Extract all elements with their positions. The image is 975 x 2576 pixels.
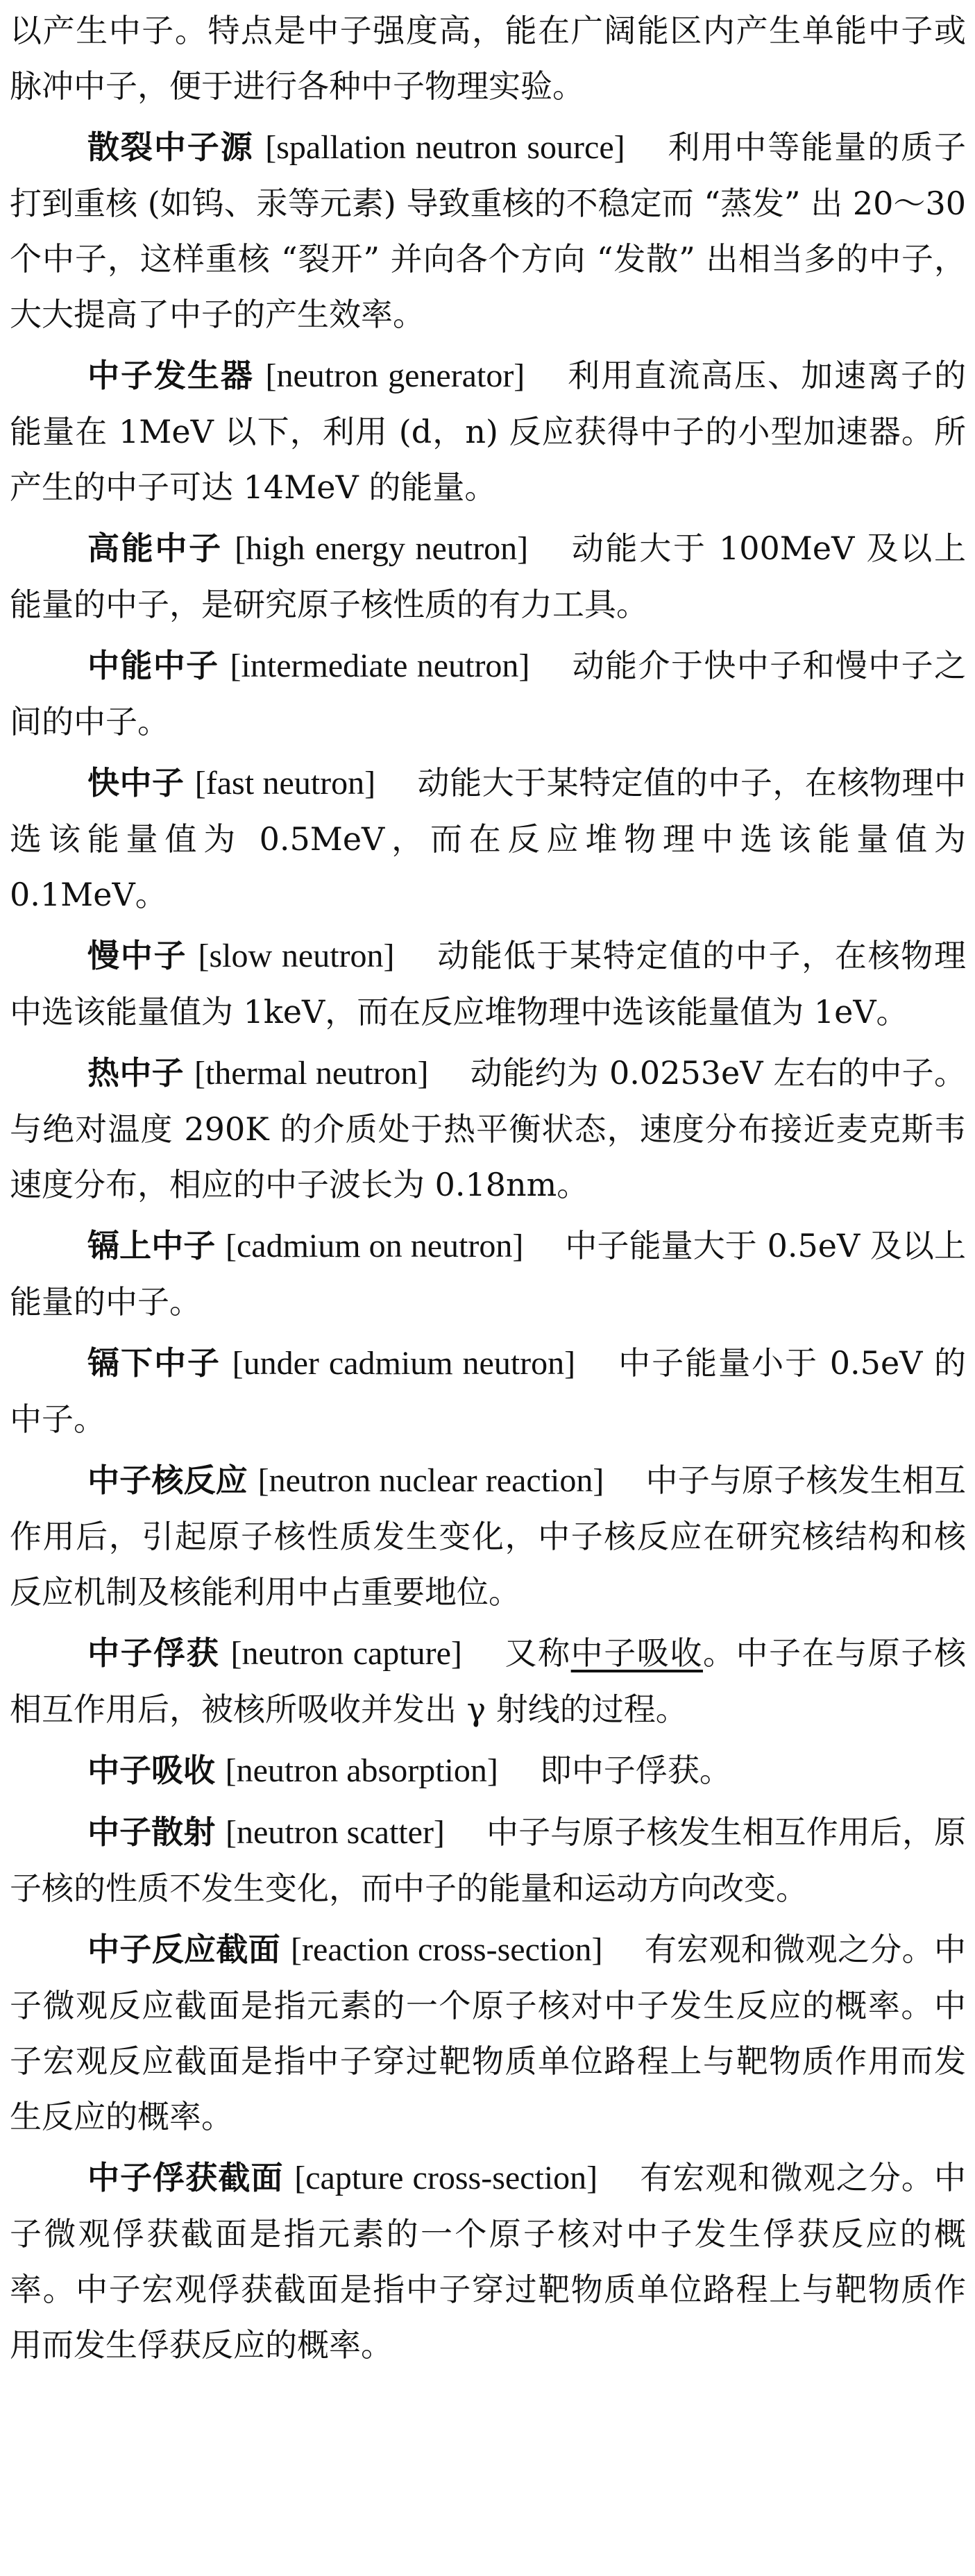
entry-term: 镉下中子 bbox=[87, 1344, 221, 1382]
entry-term: 中子核反应 bbox=[87, 1461, 248, 1499]
entry-cadmium-on-neutron bbox=[10, 1218, 966, 1335]
entry-term: 中子发生器 bbox=[87, 357, 254, 394]
intro-paragraph bbox=[10, 0, 966, 119]
entry-term: 中子吸收 bbox=[87, 1752, 215, 1789]
entry-neutron-scatter bbox=[10, 1804, 966, 1922]
entry-definition: 中子能量小于 0.5eV 的中子。 bbox=[10, 1344, 967, 1438]
entry-term: 散裂中子源 bbox=[87, 128, 254, 166]
entry-under-cadmium-neutron bbox=[10, 1335, 966, 1452]
entry-english: [spallation neutron source] bbox=[265, 129, 625, 166]
entry-english: [neutron nuclear reaction] bbox=[257, 1462, 604, 1499]
entry-reaction-cross-section bbox=[10, 1922, 966, 2150]
entry-term: 中子俘获截面 bbox=[87, 2159, 284, 2196]
entry-term: 中子反应截面 bbox=[87, 1931, 281, 1968]
entry-definition: 动能介于快中子和慢中子之间的中子。 bbox=[10, 647, 966, 740]
entry-neutron-generator bbox=[10, 348, 966, 520]
entry-definition: 有宏观和微观之分。中子微观反应截面是指元素的一个原子核对中子发生反应的概率。中子宏观反应截面是指中子穿过靶物质单位路程上与靶物质作用而发生反应的概率。 bbox=[10, 1931, 966, 2135]
entry-neutron-capture bbox=[10, 1625, 966, 1743]
entry-english: [neutron capture] bbox=[230, 1635, 462, 1672]
entry-definition: 利用中等能量的质子打到重核 (如钨、汞等元素) 导致重核的不稳定而 “蒸发” 出 20～30 个中子，这样重核 “裂开” 并向各个方向 “发散” 出相当多的中子，大大提高了中子的产生效率。 bbox=[10, 128, 967, 333]
entry-definition: 中子与原子核发生相互作用后，引起原子核性质发生变化，中子核反应在研究核结构和核反应机制及核能利用中占重要地位。 bbox=[10, 1461, 967, 1611]
entry-term: 慢中子 bbox=[87, 937, 187, 974]
entry-english: [neutron absorption] bbox=[225, 1752, 498, 1789]
entry-term: 中子俘获 bbox=[87, 1634, 220, 1672]
entry-high-energy-neutron bbox=[10, 520, 966, 638]
entry-intermediate-neutron bbox=[10, 638, 966, 755]
entry-english: [reaction cross-section] bbox=[291, 1931, 603, 1968]
entry-english: [intermediate neutron] bbox=[230, 647, 530, 684]
entry-definition-suffix: 。中子在与原子核相互作用后，被核所吸收并发出 γ 射线的过程。 bbox=[10, 1634, 967, 1728]
entry-english: [fast neutron] bbox=[194, 765, 376, 802]
entry-term: 高能中子 bbox=[87, 529, 223, 567]
entry-term: 镉上中子 bbox=[87, 1227, 216, 1264]
entry-definition: 动能大于 100MeV 及以上能量的中子，是研究原子核性质的有力工具。 bbox=[10, 529, 967, 623]
entry-definition: 即中子俘获。 bbox=[539, 1752, 731, 1789]
dictionary-page bbox=[10, 0, 966, 2378]
entry-definition: 中子与原子核发生相互作用后，原子核的性质不发生变化，而中子的能量和运动方向改变。 bbox=[10, 1813, 967, 1907]
entry-definition: 有宏观和微观之分。中子微观俘获截面是指元素的一个原子核对中子发生俘获反应的概率。中子宏观俘获截面是指中子穿过靶物质单位路程上与靶物质作用而发生俘获反应的概率。 bbox=[10, 2159, 967, 2364]
entry-term: 快中子 bbox=[87, 764, 185, 802]
entry-english: [cadmium on neutron] bbox=[226, 1228, 524, 1264]
entry-definition: 中子能量大于 0.5eV 及以上能量的中子。 bbox=[10, 1227, 967, 1321]
intro-text: 以产生中子。特点是中子强度高，能在广阔能区内产生单能中子或脉冲中子，便于进行各种中子物理实验。 bbox=[10, 12, 966, 105]
entry-english: [slow neutron] bbox=[198, 938, 395, 974]
entry-definition: 动能低于某特定值的中子，在核物理中选该能量值为 1keV，而在反应堆物理中选该能量值为 1eV。 bbox=[10, 937, 966, 1031]
entry-thermal-neutron bbox=[10, 1045, 966, 1218]
entry-english: [high energy neutron] bbox=[235, 530, 529, 567]
entry-definition: 利用直流高压、加速离子的能量在 1MeV 以下，利用 (d，n) 反应获得中子的小型加速器。所产生的中子可达 14MeV 的能量。 bbox=[10, 357, 967, 506]
entry-english: [thermal neutron] bbox=[194, 1055, 429, 1092]
cross-reference-link[interactable]: 中子吸收 bbox=[570, 1634, 703, 1672]
entry-definition: 动能大于某特定值的中子，在核物理中选该能量值为 0.5MeV，而在反应堆物理中选该能量值为 0.1MeV。 bbox=[10, 764, 967, 913]
entry-english: [neutron generator] bbox=[265, 357, 525, 394]
entry-english: [capture cross-section] bbox=[294, 2160, 598, 2196]
entry-definition-prefix: 又称 bbox=[503, 1634, 571, 1672]
entry-neutron-absorption bbox=[10, 1743, 966, 1804]
entry-definition: 动能约为 0.0253eV 左右的中子。与绝对温度 290K 的介质处于热平衡状态，速度分布接近麦克斯韦速度分布，相应的中子波长为 0.18nm。 bbox=[10, 1054, 967, 1203]
entry-english: [neutron scatter] bbox=[226, 1814, 445, 1851]
entry-term: 中子散射 bbox=[87, 1813, 216, 1851]
entry-neutron-nuclear-reaction bbox=[10, 1452, 966, 1625]
entry-term: 中能中子 bbox=[87, 647, 219, 684]
entry-slow-neutron bbox=[10, 928, 966, 1045]
entry-spallation-neutron-source bbox=[10, 119, 966, 348]
entry-capture-cross-section bbox=[10, 2150, 966, 2378]
entry-english: [under cadmium neutron] bbox=[232, 1345, 576, 1382]
entry-term: 热中子 bbox=[87, 1054, 184, 1092]
entry-fast-neutron bbox=[10, 755, 966, 928]
